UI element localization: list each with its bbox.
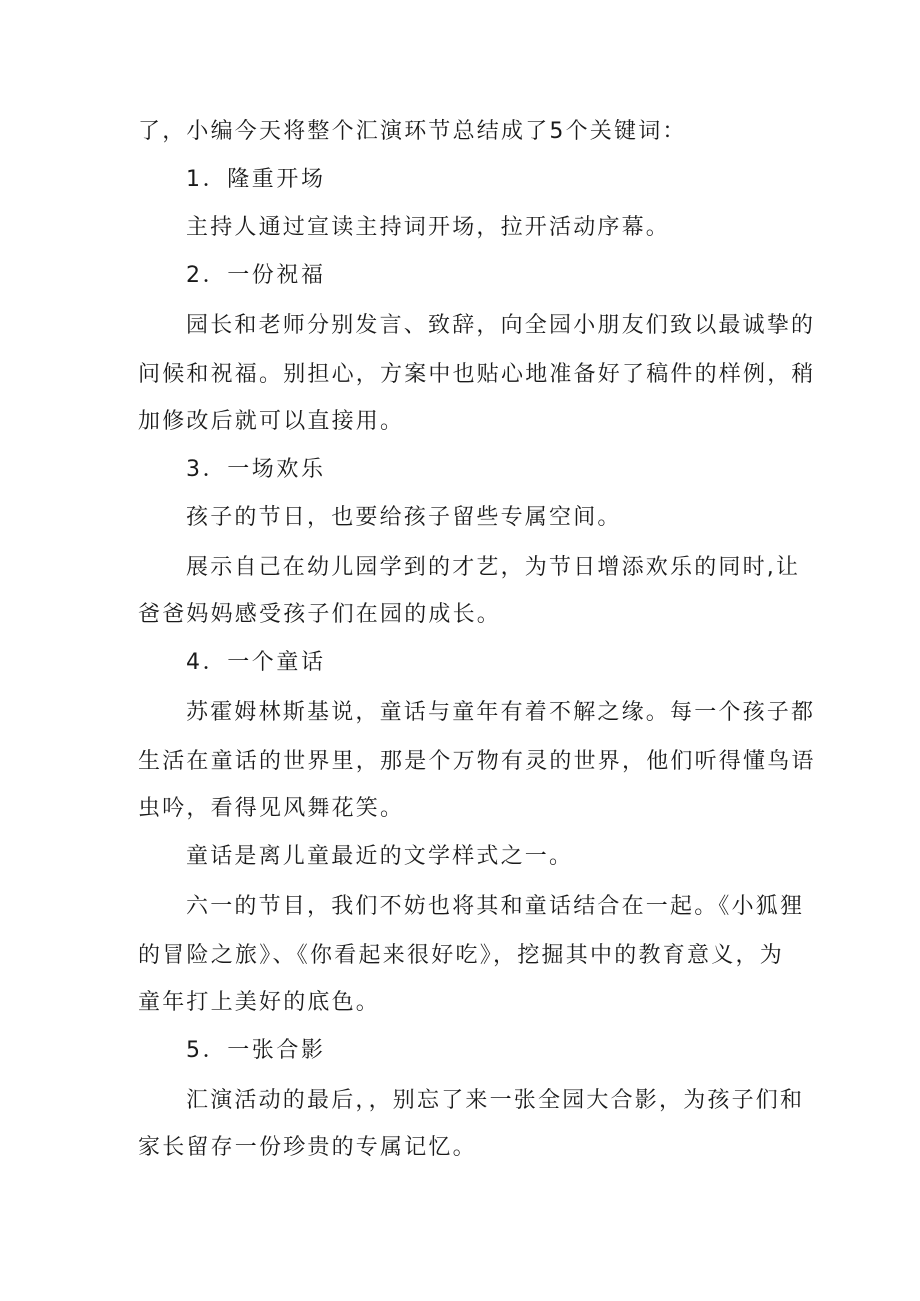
- section-2-paragraph-line-1: 园长和老师分别发言、致辞，向全园小朋友们致以最诚挚的: [186, 313, 816, 338]
- section-4-paragraph-3-line-1: 六一的节目，我们不妨也将其和童话结合在一起。《小狐狸: [186, 894, 805, 919]
- section-5-paragraph-line-1: 汇演活动的最后，，别忘了来一张全园大合影，为孩子们和: [186, 1088, 805, 1113]
- section-heading-1: 1．隆重开场: [186, 167, 326, 192]
- section-3-paragraph-2-line-2: 爸爸妈妈感受孩子们在园的成长。: [138, 602, 502, 627]
- section-heading-2: 2．一份祝福: [186, 263, 326, 288]
- section-heading-3: 3．一场欢乐: [186, 457, 326, 482]
- section-2-paragraph-line-3: 加修改后就可以直接用。: [138, 409, 405, 434]
- section-heading-4: 4．一个童话: [186, 650, 326, 675]
- section-4-paragraph-3-line-2: 的冒险之旅》、《你看起来很好吃》，挖掘其中的教育意义，为: [138, 943, 784, 968]
- section-4-paragraph-1-line-1: 苏霍姆林斯基说，童话与童年有着不解之缘。每一个孩子都: [186, 700, 816, 725]
- section-2-paragraph-line-2: 问候和祝福。别担心，方案中也贴心地准备好了稿件的样例，稍: [138, 362, 816, 387]
- section-4-paragraph-3-line-3: 童年打上美好的底色。: [138, 990, 381, 1015]
- section-1-paragraph: 主持人通过宣读主持词开场，拉开活动序幕。: [186, 215, 671, 240]
- section-3-paragraph-2-line-1: 展示自己在幼儿园学到的才艺，为节日增添欢乐的同时,让: [186, 555, 801, 580]
- section-3-paragraph-1: 孩子的节日，也要给孩子留些专属空间。: [186, 505, 622, 530]
- section-4-paragraph-1-line-2: 生活在童话的世界里，那是个万物有灵的世界，他们听得懂鸟语: [138, 749, 816, 774]
- intro-text: 了，小编今天将整个汇演环节总结成了5个关键词：: [138, 119, 687, 144]
- section-heading-5: 5．一张合影: [186, 1038, 326, 1063]
- section-5-paragraph-line-2: 家长留存一份珍贵的专属记忆。: [138, 1135, 477, 1160]
- section-4-paragraph-2: 童话是离儿童最近的文学样式之一。: [186, 844, 574, 869]
- section-4-paragraph-1-line-3: 虫吟，看得见风舞花笑。: [138, 796, 405, 821]
